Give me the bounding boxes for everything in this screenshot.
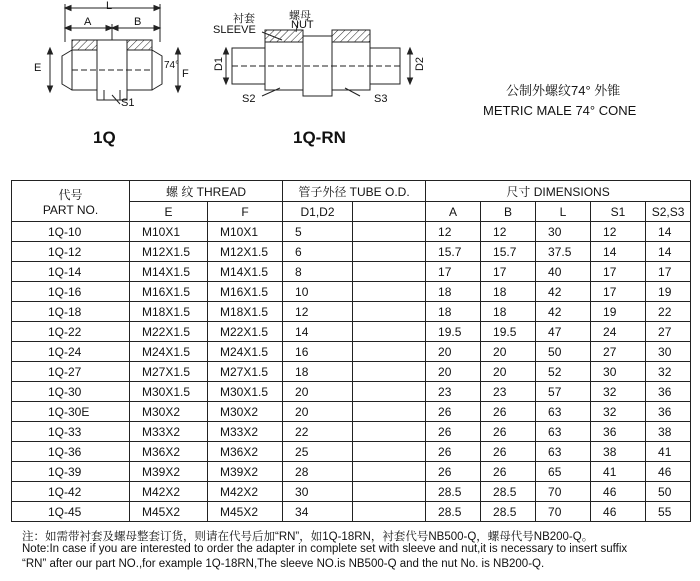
table-cell: 70 xyxy=(536,502,591,522)
label-a: A xyxy=(84,16,92,28)
table-cell: M30X2 xyxy=(130,402,208,422)
table-cell: 14 xyxy=(283,322,353,342)
table-cell: 19 xyxy=(646,282,691,302)
table-row xyxy=(12,342,691,362)
table-cell: 18 xyxy=(481,302,536,322)
table-cell: M16X1.5 xyxy=(130,282,208,302)
table-cell-blank xyxy=(353,302,426,322)
table-cell-blank xyxy=(353,402,426,422)
table-cell: 28.5 xyxy=(481,502,536,522)
table-cell: M27X1.5 xyxy=(208,362,283,382)
table-row xyxy=(12,282,691,302)
table-cell: 38 xyxy=(591,442,646,462)
table-cell: 36 xyxy=(646,382,691,402)
table-cell-blank xyxy=(353,482,426,502)
table-cell-blank xyxy=(353,502,426,522)
table-cell-blank xyxy=(353,262,426,282)
header-a: A xyxy=(426,202,481,222)
table-cell: 19 xyxy=(591,302,646,322)
table-cell: M42X2 xyxy=(130,482,208,502)
table-cell: M18X1.5 xyxy=(130,302,208,322)
table-cell: 17 xyxy=(426,262,481,282)
table-cell: M30X2 xyxy=(208,402,283,422)
table-cell: M24X1.5 xyxy=(208,342,283,362)
spec-cn: 公制外螺纹74° 外锥 xyxy=(506,83,621,98)
table-row xyxy=(12,402,691,422)
table-cell: 20 xyxy=(426,342,481,362)
table-cell: 27 xyxy=(646,322,691,342)
header-s2s3: S2,S3 xyxy=(646,202,691,222)
table-cell: M16X1.5 xyxy=(208,282,283,302)
table-cell: 17 xyxy=(481,262,536,282)
table-cell: 12 xyxy=(283,302,353,322)
table-cell: 70 xyxy=(536,482,591,502)
table-cell: 27 xyxy=(591,342,646,362)
table-cell: 40 xyxy=(536,262,591,282)
table-cell: M42X2 xyxy=(208,482,283,502)
table-cell: 28.5 xyxy=(426,502,481,522)
table-cell: 46 xyxy=(591,482,646,502)
header-b: B xyxy=(481,202,536,222)
table-row xyxy=(12,322,691,342)
table-cell: 28.5 xyxy=(426,482,481,502)
table-cell: 50 xyxy=(646,482,691,502)
table-cell: M18X1.5 xyxy=(208,302,283,322)
table-row xyxy=(12,362,691,382)
header-e: E xyxy=(130,202,208,222)
diagram-area xyxy=(0,0,700,170)
header-thread: 螺 纹 THREAD xyxy=(130,181,283,202)
table-cell: 42 xyxy=(536,282,591,302)
table-cell: 32 xyxy=(591,382,646,402)
table-cell: M39X2 xyxy=(208,462,283,482)
table-cell: 5 xyxy=(283,222,353,242)
model-1q: 1Q xyxy=(93,128,116,147)
table-cell: 1Q-33 xyxy=(12,422,130,442)
drawing-1q xyxy=(48,4,181,104)
table-cell: M33X2 xyxy=(130,422,208,442)
header-blank xyxy=(353,202,426,222)
table-cell: 18 xyxy=(481,282,536,302)
label-sleeve-en: SLEEVE xyxy=(213,24,256,36)
table-cell: 10 xyxy=(283,282,353,302)
table-row xyxy=(12,442,691,462)
table-row xyxy=(12,502,691,522)
table-cell: M12X1.5 xyxy=(208,242,283,262)
table-cell: 30 xyxy=(283,482,353,502)
note-en-2: “RN” after our part NO.,for example 1Q-18RN,The sleeve NO.is NB500-Q and the nut No. is NB200-Q. xyxy=(22,558,545,570)
table-cell: M36X2 xyxy=(208,442,283,462)
table-cell: 41 xyxy=(591,462,646,482)
table-cell-blank xyxy=(353,242,426,262)
table-cell: 16 xyxy=(283,342,353,362)
header-part-en: PART NO. xyxy=(42,202,99,217)
table-cell: 57 xyxy=(536,382,591,402)
table-cell: M12X1.5 xyxy=(130,242,208,262)
table-cell: 19.5 xyxy=(481,322,536,342)
label-f: F xyxy=(182,68,189,80)
table-row xyxy=(12,422,691,442)
table-cell: 12 xyxy=(591,222,646,242)
table-cell-blank xyxy=(353,222,426,242)
table-body xyxy=(12,222,691,522)
table-cell-blank xyxy=(353,462,426,482)
label-angle-74: 74° xyxy=(164,60,180,71)
label-d2: D2 xyxy=(414,56,427,72)
table-cell: 28 xyxy=(283,462,353,482)
table-cell: 22 xyxy=(646,302,691,322)
note-en-1: Note:In case if you are interested to order the adapter in complete set with sleeve and nut,it is necessary to insert suffix xyxy=(22,543,628,555)
table-cell: 1Q-14 xyxy=(12,262,130,282)
header-tube: 管子外径 TUBE O.D. xyxy=(283,181,426,202)
table-cell: 52 xyxy=(536,362,591,382)
table-cell: M45X2 xyxy=(130,502,208,522)
table-cell: 22 xyxy=(283,422,353,442)
table-cell: M24X1.5 xyxy=(130,342,208,362)
table-cell: 18 xyxy=(426,302,481,322)
table-cell: 63 xyxy=(536,402,591,422)
table-cell-blank xyxy=(353,362,426,382)
table-cell: 55 xyxy=(646,502,691,522)
table-row xyxy=(12,302,691,322)
table-cell: 20 xyxy=(283,402,353,422)
table-row xyxy=(12,242,691,262)
table-cell: 30 xyxy=(536,222,591,242)
table-cell: 1Q-16 xyxy=(12,282,130,302)
table-row xyxy=(12,382,691,402)
table-cell: 46 xyxy=(646,462,691,482)
header-l: L xyxy=(536,202,591,222)
table-cell: 23 xyxy=(426,382,481,402)
table-cell: 32 xyxy=(646,362,691,382)
table-cell: 26 xyxy=(481,402,536,422)
header-dimensions: 尺寸 DIMENSIONS xyxy=(426,181,691,202)
table-cell: 20 xyxy=(426,362,481,382)
table-cell: 1Q-39 xyxy=(12,462,130,482)
table-cell: 37.5 xyxy=(536,242,591,262)
table-cell: 15.7 xyxy=(426,242,481,262)
table-cell: 1Q-18 xyxy=(12,302,130,322)
table-row xyxy=(12,462,691,482)
header-d1d2: D1,D2 xyxy=(283,202,353,222)
table-cell: 26 xyxy=(426,402,481,422)
table-cell-blank xyxy=(353,382,426,402)
table-cell: 1Q-24 xyxy=(12,342,130,362)
table-cell: 18 xyxy=(426,282,481,302)
table-cell: M36X2 xyxy=(130,442,208,462)
table-cell: 1Q-30 xyxy=(12,382,130,402)
table-cell: 1Q-36 xyxy=(12,442,130,462)
table-cell: M22X1.5 xyxy=(130,322,208,342)
table-cell: M27X1.5 xyxy=(130,362,208,382)
label-nut-en: NUT xyxy=(291,19,314,31)
table-row xyxy=(12,262,691,282)
table-cell: 47 xyxy=(536,322,591,342)
table-cell: M14X1.5 xyxy=(208,262,283,282)
table-cell: 8 xyxy=(283,262,353,282)
table-cell: 17 xyxy=(591,262,646,282)
label-s1: S1 xyxy=(121,97,135,109)
table-cell: 17 xyxy=(591,282,646,302)
table-cell: 38 xyxy=(646,422,691,442)
label-b: B xyxy=(134,16,142,28)
table-cell-blank xyxy=(353,442,426,462)
spec-en: METRIC MALE 74° CONE xyxy=(483,103,637,118)
note-cn: 注：如需带衬套及螺母整套订货，则请在代号后加“RN”，如1Q-18RN，衬套代号NB500-Q，螺母代号NB200-Q。 xyxy=(22,531,594,543)
table-cell: 20 xyxy=(283,382,353,402)
label-sleeve-cn: 衬套 xyxy=(233,13,255,25)
table-cell: 1Q-22 xyxy=(12,322,130,342)
table-cell: M30X1.5 xyxy=(208,382,283,402)
table-cell: 1Q-45 xyxy=(12,502,130,522)
header-f: F xyxy=(208,202,283,222)
table-cell: 25 xyxy=(283,442,353,462)
table-cell: 50 xyxy=(536,342,591,362)
model-1q-rn: 1Q-RN xyxy=(293,128,346,147)
label-s2: S2 xyxy=(242,93,256,105)
table-cell: 36 xyxy=(646,402,691,422)
table-cell: M39X2 xyxy=(130,462,208,482)
table-cell: 18 xyxy=(283,362,353,382)
header-s1: S1 xyxy=(591,202,646,222)
table-cell: 26 xyxy=(481,462,536,482)
table-cell: 28.5 xyxy=(481,482,536,502)
table-cell: 12 xyxy=(426,222,481,242)
table-cell: 36 xyxy=(591,422,646,442)
table-cell: 63 xyxy=(536,422,591,442)
label-nut-cn: 螺母 xyxy=(289,10,311,22)
table-cell: 1Q-30E xyxy=(12,402,130,422)
table-cell: 26 xyxy=(426,422,481,442)
table-cell-blank xyxy=(353,322,426,342)
table-cell: 15.7 xyxy=(481,242,536,262)
header-part-cn: 代号 xyxy=(58,187,83,202)
table-cell: 24 xyxy=(591,322,646,342)
table-cell: M10X1 xyxy=(208,222,283,242)
table-row xyxy=(12,482,691,502)
table-cell: 1Q-42 xyxy=(12,482,130,502)
table-cell: 12 xyxy=(481,222,536,242)
spec-table xyxy=(11,180,691,522)
table-cell: M10X1 xyxy=(130,222,208,242)
label-l: L xyxy=(106,0,113,12)
table-cell-blank xyxy=(353,422,426,442)
label-d1: D1 xyxy=(213,56,226,72)
table-cell: 65 xyxy=(536,462,591,482)
table-cell-blank xyxy=(353,342,426,362)
table-cell: 14 xyxy=(646,222,691,242)
table-cell: 23 xyxy=(481,382,536,402)
table-cell: M14X1.5 xyxy=(130,262,208,282)
table-cell: 6 xyxy=(283,242,353,262)
table-cell: 32 xyxy=(591,402,646,422)
table-cell-blank xyxy=(353,282,426,302)
table-cell: M33X2 xyxy=(208,422,283,442)
table-cell: M22X1.5 xyxy=(208,322,283,342)
label-e: E xyxy=(34,62,42,74)
table-cell: 1Q-12 xyxy=(12,242,130,262)
table-cell: 30 xyxy=(646,342,691,362)
table-cell: 41 xyxy=(646,442,691,462)
table-cell: 20 xyxy=(481,362,536,382)
table-cell: 1Q-27 xyxy=(12,362,130,382)
table-cell: M30X1.5 xyxy=(130,382,208,402)
table-cell: 26 xyxy=(426,462,481,482)
table-cell: 26 xyxy=(426,442,481,462)
table-cell: M45X2 xyxy=(208,502,283,522)
table-cell: 14 xyxy=(646,242,691,262)
table-cell: 14 xyxy=(591,242,646,262)
table-cell: 19.5 xyxy=(426,322,481,342)
table-cell: 20 xyxy=(481,342,536,362)
table-cell: 1Q-10 xyxy=(12,222,130,242)
table-cell: 26 xyxy=(481,422,536,442)
table-cell: 30 xyxy=(591,362,646,382)
table-cell: 17 xyxy=(646,262,691,282)
table-cell: 46 xyxy=(591,502,646,522)
table-row xyxy=(12,222,691,242)
table-cell: 26 xyxy=(481,442,536,462)
table-cell: 63 xyxy=(536,442,591,462)
table-cell: 42 xyxy=(536,302,591,322)
table-cell: 34 xyxy=(283,502,353,522)
label-s3: S3 xyxy=(374,93,388,105)
header-part-no xyxy=(12,181,130,222)
